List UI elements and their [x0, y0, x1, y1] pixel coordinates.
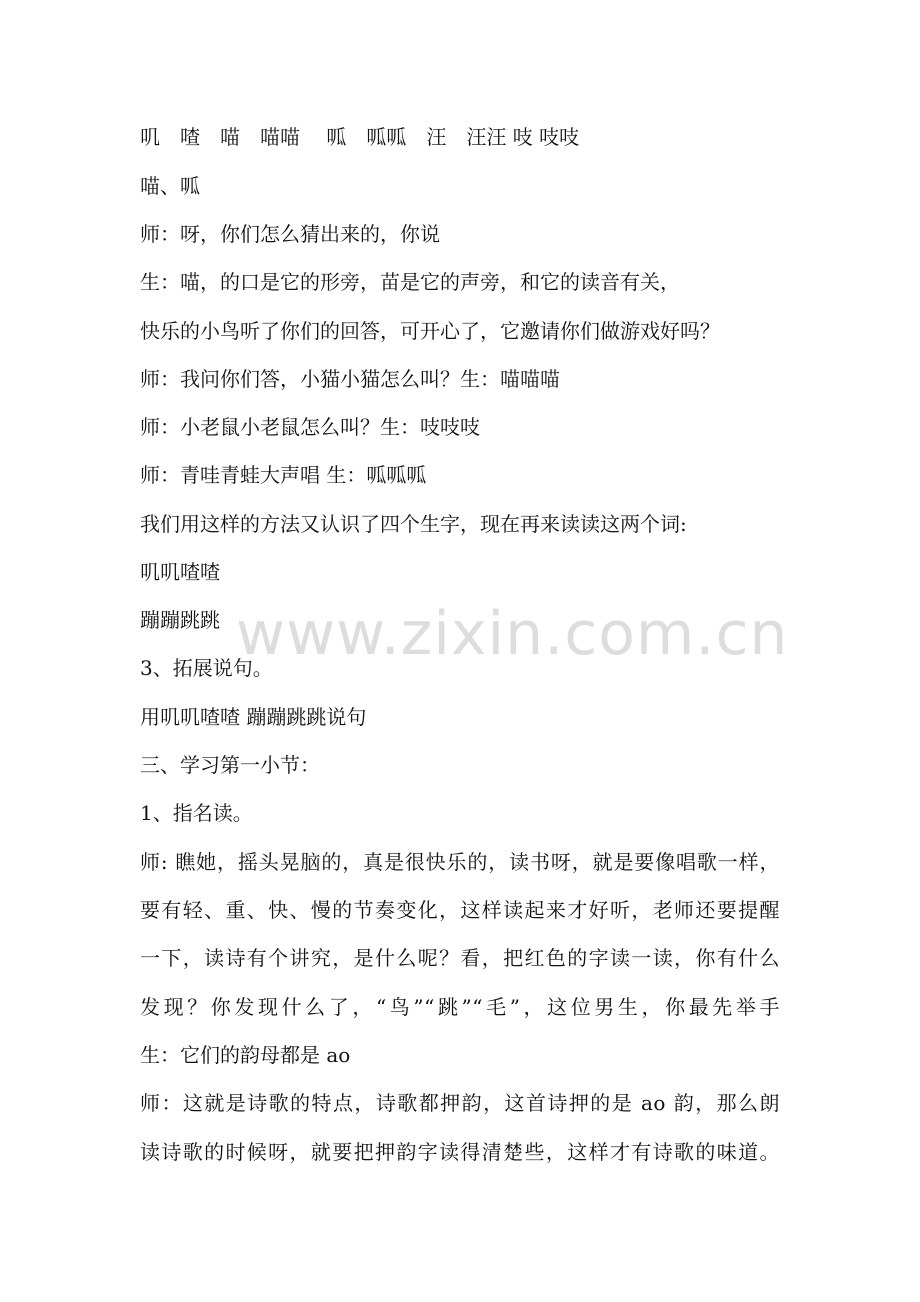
text-line-22: 读诗歌的时候呀，就要把押韵字读得清楚些，这样才有诗歌的味道。: [140, 1140, 780, 1164]
text-line-3: 师：呀，你们怎么猜出来的，你说: [140, 222, 440, 246]
text-line-13: 用叽叽喳喳 蹦蹦跳跳说句: [140, 705, 367, 729]
text-line-18: 一下，读诗有个讲究，是什么呢？看，把红色的字读一读，你有什么: [140, 946, 780, 970]
text-line-17: 要有轻、重、快、慢的节奏变化，这样读起来才好听，老师还要提醒: [140, 898, 780, 922]
text-line-5: 快乐的小鸟听了你们的回答，可开心了，它邀请你们做游戏好吗？: [140, 319, 720, 343]
text-line-1: 叽 喳 喵 喵喵 呱 呱呱 汪 汪汪 吱 吱吱: [140, 125, 580, 149]
text-line-11: 蹦蹦跳跳: [140, 608, 220, 632]
text-line-6: 师：我问你们答，小猫小猫怎么叫？生：喵喵喵: [140, 367, 560, 391]
text-line-20: 生：它们的韵母都是 ao: [140, 1043, 351, 1067]
watermark: www.zixin.com.cn: [236, 599, 789, 669]
section-heading-3: 3、拓展说句。: [140, 656, 273, 680]
text-line-21: 师：这就是诗歌的特点，诗歌都押韵，这首诗押的是 ao 韵，那么朗: [140, 1091, 780, 1115]
text-line-2: 喵、呱: [140, 174, 200, 198]
section-heading-three: 三、学习第一小节：: [140, 753, 320, 777]
text-line-4: 生：喵，的口是它的形旁，苗是它的声旁，和它的读音有关，: [140, 270, 680, 294]
text-line-7: 师：小老鼠小老鼠怎么叫？生：吱吱吱: [140, 415, 480, 439]
text-line-16: 师: 瞧她，摇头晃脑的，真是很快乐的，读书呀，就是要像唱歌一样，: [140, 850, 780, 874]
section-heading-1: 1、指名读。: [140, 801, 253, 825]
text-line-8: 师：青哇青蛙大声唱 生：呱呱呱: [140, 463, 427, 487]
text-line-9: 我们用这样的方法又认识了四个生字，现在再来读读这两个词:: [140, 512, 687, 536]
text-line-10: 叽叽喳喳: [140, 560, 220, 584]
text-line-19: 发现？你发现什么了，“鸟”“跳”“毛”，这位男生，你最先举手: [140, 995, 780, 1019]
